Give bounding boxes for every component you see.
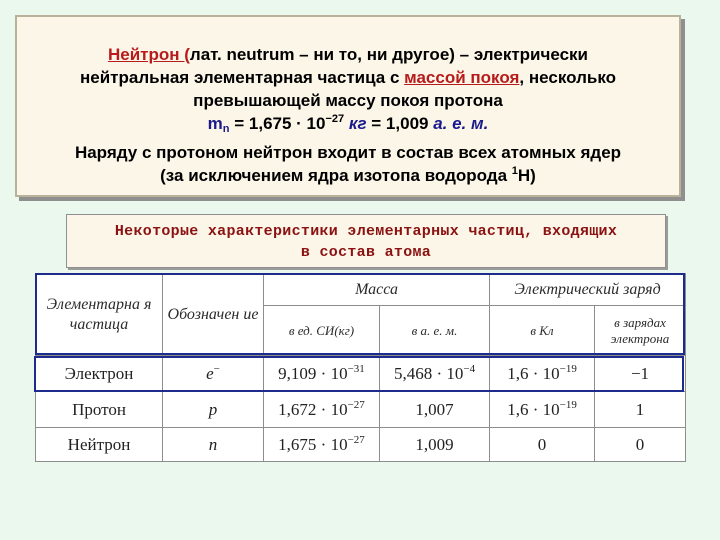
header-mass-si: в ед. СИ(кг)	[264, 306, 380, 356]
table-row	[36, 356, 686, 392]
particles-table	[35, 273, 686, 462]
formula-unit-kg: кг	[344, 114, 367, 133]
mass-aem	[380, 428, 490, 462]
value-base: 1,6 · 10	[507, 399, 560, 419]
formula-exponent: −27	[325, 113, 345, 125]
header-charge-kl: в Кл	[490, 306, 595, 356]
table-caption	[66, 214, 666, 268]
value-exponent: −31	[347, 362, 365, 375]
formula-value-2: = 1,009	[366, 114, 434, 133]
value-exponent: −27	[347, 398, 365, 411]
mass-si	[264, 428, 380, 462]
mass-aem	[380, 356, 490, 392]
definition-text: нейтральная элементарная частица с	[80, 68, 405, 87]
particles-table-container	[35, 273, 685, 461]
particle-name: Электрон	[36, 356, 163, 392]
definition-line-2	[17, 66, 679, 89]
definition-line-1	[17, 43, 679, 66]
definition-text: лат. neutrum – ни то, ни другое) – электрически	[189, 45, 589, 64]
neutron-definition-box	[15, 15, 681, 197]
symbol-text: e	[206, 363, 214, 383]
formula-symbol: m	[207, 114, 223, 133]
symbol-text: n	[208, 434, 218, 454]
header-mass: Масса	[264, 274, 490, 306]
particle-symbol	[163, 392, 264, 428]
charge-e: 0	[595, 428, 686, 462]
particle-symbol	[163, 356, 264, 392]
definition-text: (за исключением ядра изотопа водорода	[160, 166, 512, 185]
particle-name: Нейтрон	[36, 428, 163, 462]
value-base: 1,007	[415, 399, 454, 419]
value-exponent: −4	[463, 362, 476, 375]
definition-text: , несколько	[519, 68, 616, 87]
caption-line-1: Некоторые характеристики элементарных частиц, входящих	[114, 223, 618, 240]
caption-line-2: в состав атома	[300, 244, 432, 261]
charge-kl	[490, 392, 595, 428]
header-mass-aem: в а. е. м.	[380, 306, 490, 356]
value-exponent: −27	[347, 433, 365, 446]
value-exponent: −19	[559, 398, 577, 411]
header-charge-e: в зарядах электрона	[595, 306, 686, 356]
formula-value: = 1,675 · 10	[229, 114, 326, 133]
particle-symbol	[163, 428, 264, 462]
value-base: 1,009	[415, 434, 454, 454]
table-row	[36, 392, 686, 428]
mass-aem	[380, 392, 490, 428]
isotope-superscript: 1	[511, 165, 518, 177]
definition-line-6	[17, 164, 679, 187]
header-charge: Электрический заряд	[490, 274, 686, 306]
charge-e: 1	[595, 392, 686, 428]
header-particle: Элементарна я частица	[36, 274, 163, 356]
formula-subscript: n	[222, 123, 230, 135]
mass-si	[264, 356, 380, 392]
value-exponent: −19	[559, 362, 577, 375]
charge-e: −1	[595, 356, 686, 392]
definition-line-5: Наряду с протоном нейтрон входит в состав всех атомных ядер	[74, 143, 622, 162]
particle-name: Протон	[36, 392, 163, 428]
neutron-mass-formula	[17, 112, 679, 141]
header-symbol: Обозначен ие	[163, 274, 264, 356]
value-base: 9,109 · 10	[278, 363, 348, 383]
definition-text: H)	[517, 166, 536, 185]
value-base: 1,672 · 10	[278, 399, 348, 419]
mass-rest-link[interactable]: массой покоя	[404, 68, 520, 87]
symbol-superscript: −	[213, 362, 220, 375]
definition-line-3: превышающей массу покоя протона	[193, 91, 503, 110]
charge-kl	[490, 428, 595, 462]
value-base: 0	[537, 434, 547, 454]
symbol-text: p	[208, 399, 218, 419]
value-base: 5,468 · 10	[393, 363, 464, 383]
charge-kl	[490, 356, 595, 392]
table-header-row	[36, 274, 686, 306]
mass-si	[264, 392, 380, 428]
table-row	[36, 428, 686, 462]
value-base: 1,675 · 10	[278, 434, 348, 454]
neutron-term: Нейтрон (	[107, 45, 190, 64]
formula-unit-aem: а. е. м.	[433, 114, 489, 133]
value-base: 1,6 · 10	[507, 363, 560, 383]
